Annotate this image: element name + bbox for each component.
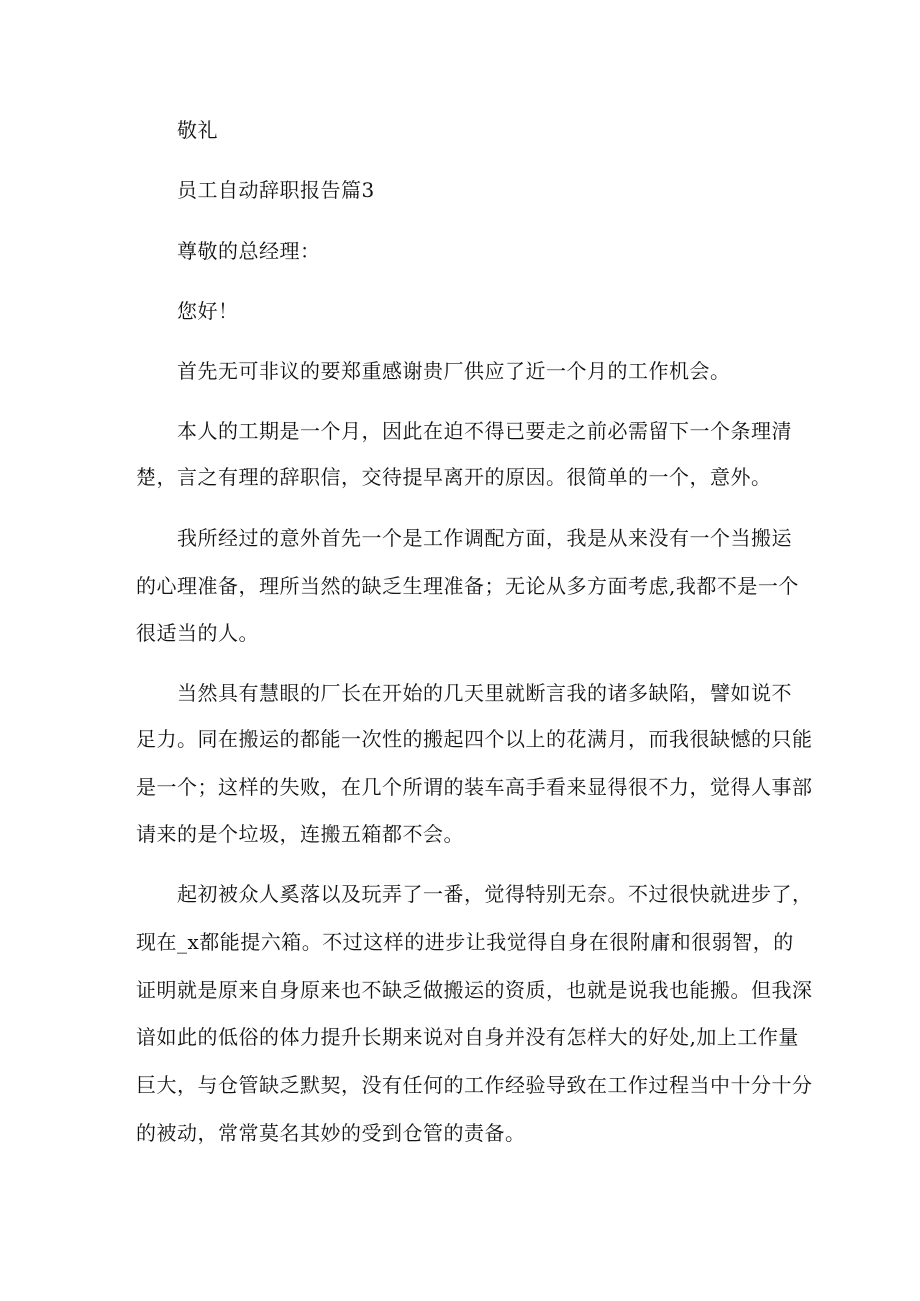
paragraph-line: 当然具有慧眼的厂长在开始的几天里就断言我的诸多缺陷，譬如说不	[177, 681, 792, 705]
paragraph-line: 的心理准备，理所当然的缺乏生理准备；无论从多方面考虑,我都不是一个	[136, 574, 799, 598]
section-title: 员工自动辞职报告篇3	[177, 178, 375, 202]
paragraph-line: 谙如此的低俗的体力提升长期来说对自身并没有怎样大的好处,加上工作量	[136, 1025, 799, 1049]
paragraph-line: 足力。同在搬运的都能一次性的搬起四个以上的花满月，而我很缺憾的只能	[136, 727, 813, 751]
paragraph-line: 起初被众人奚落以及玩弄了一番，觉得特别无奈。不过很快就进步了，	[177, 882, 813, 906]
paragraph-line: 的被动，常常莫名其妙的受到仓管的责备。	[136, 1121, 526, 1145]
salutation: 尊敬的总经理：	[177, 239, 321, 263]
paragraph-line: 首先无可非议的要郑重感谢贵厂供应了近一个月的工作机会。	[177, 359, 731, 383]
paragraph-line: 是一个；这样的失败，在几个所谓的装车高手看来显得很不力，觉得人事部	[136, 775, 813, 799]
paragraph-line: 现在_x都能提六箱。不过这样的进步让我觉得自身在很附庸和很弱智，的	[136, 930, 794, 954]
paragraph-line: 楚，言之有理的辞职信，交待提早离开的原因。很简单的一个，意外。	[136, 465, 772, 489]
paragraph-line: 巨大，与仓管缺乏默契，没有任何的工作经验导致在工作过程当中十分十分	[136, 1073, 813, 1097]
greeting: 您好！	[177, 299, 239, 323]
paragraph-line: 请来的是个垃圾，连搬五箱都不会。	[136, 822, 464, 846]
paragraph-line: 证明就是原来自身原来也不缺乏做搬运的资质，也就是说我也能搬。但我深	[136, 978, 813, 1002]
closing-line: 敬礼	[177, 118, 218, 142]
paragraph-line: 很适当的人。	[136, 621, 259, 645]
paragraph-line: 本人的工期是一个月，因此在迫不得已要走之前必需留下一个条理清	[177, 419, 792, 443]
paragraph-line: 我所经过的意外首先一个是工作调配方面，我是从来没有一个当搬运	[177, 526, 792, 550]
